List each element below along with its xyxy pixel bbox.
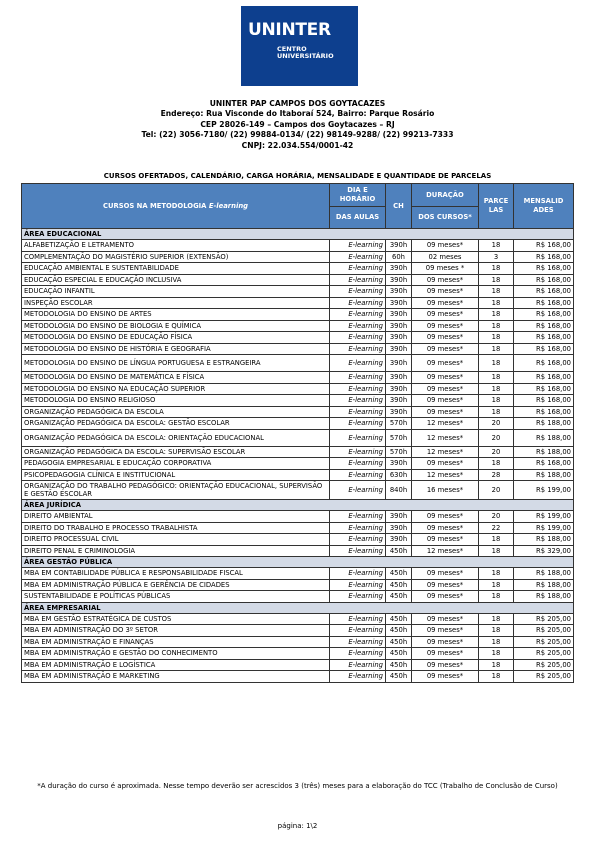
table-row bbox=[22, 458, 574, 470]
course-name: METODOLOGIA DO ENSINO DE ARTES bbox=[22, 309, 330, 321]
course-hours: 390h bbox=[386, 511, 412, 523]
course-fee: R$ 168,00 bbox=[514, 297, 574, 309]
table-row bbox=[22, 522, 574, 534]
course-name: DIREITO AMBIENTAL bbox=[22, 511, 330, 523]
course-method: E-learning bbox=[330, 522, 386, 534]
table-row bbox=[22, 511, 574, 523]
course-duration: 09 meses* bbox=[412, 458, 479, 470]
course-hours: 450h bbox=[386, 545, 412, 557]
course-method: E-learning bbox=[330, 240, 386, 252]
table-row bbox=[22, 481, 574, 500]
section-title: ÁREA GESTÃO PÚBLICA bbox=[22, 557, 574, 568]
course-installments: 18 bbox=[479, 286, 514, 298]
course-installments: 3 bbox=[479, 251, 514, 263]
course-duration: 09 meses* bbox=[412, 613, 479, 625]
table-row bbox=[22, 625, 574, 637]
course-fee: R$ 205,00 bbox=[514, 659, 574, 671]
course-installments: 18 bbox=[479, 648, 514, 660]
course-method: E-learning bbox=[330, 545, 386, 557]
table-row bbox=[22, 648, 574, 660]
course-installments: 20 bbox=[479, 418, 514, 430]
course-method: E-learning bbox=[330, 406, 386, 418]
course-name: ORGANIZAÇÃO PEDAGÓGICA DA ESCOLA: GESTÃO ESCOLAR bbox=[22, 418, 330, 430]
course-installments: 18 bbox=[479, 274, 514, 286]
header-cursos-em: E-learning bbox=[208, 201, 249, 210]
course-fee: R$ 168,00 bbox=[514, 343, 574, 355]
course-installments: 18 bbox=[479, 343, 514, 355]
course-method: E-learning bbox=[330, 625, 386, 637]
course-fee: R$ 168,00 bbox=[514, 240, 574, 252]
course-fee: R$ 205,00 bbox=[514, 613, 574, 625]
course-method: E-learning bbox=[330, 579, 386, 591]
course-name: PSICOPEDAGOGIA CLÍNICA E INSTITUCIONAL bbox=[22, 469, 330, 481]
header-dia: DIA E HORÁRIO bbox=[330, 184, 386, 207]
course-duration: 09 meses* bbox=[412, 636, 479, 648]
course-duration: 12 meses* bbox=[412, 418, 479, 430]
table-row bbox=[22, 263, 574, 275]
courses-table bbox=[21, 183, 574, 683]
course-name: COMPLEMENTAÇÃO DO MAGISTÉRIO SUPERIOR (EXTENSÃO) bbox=[22, 251, 330, 263]
course-name: DIREITO PROCESSUAL CIVIL bbox=[22, 534, 330, 546]
header-ch: CH bbox=[386, 184, 412, 229]
course-installments: 18 bbox=[479, 240, 514, 252]
course-hours: 450h bbox=[386, 659, 412, 671]
table-row bbox=[22, 613, 574, 625]
table-row bbox=[22, 568, 574, 580]
course-duration: 09 meses* bbox=[412, 625, 479, 637]
course-hours: 390h bbox=[386, 458, 412, 470]
table-body bbox=[22, 229, 574, 683]
institution-cep: CEP 28026-149 – Campos dos Goytacazes – RJ bbox=[200, 119, 395, 129]
course-method: E-learning bbox=[330, 481, 386, 500]
table-row bbox=[22, 395, 574, 407]
course-installments: 18 bbox=[479, 263, 514, 275]
course-installments: 18 bbox=[479, 309, 514, 321]
page-number: página: 1\2 bbox=[277, 822, 318, 830]
table-row bbox=[22, 534, 574, 546]
course-name: MBA EM ADMINISTRAÇÃO DO 3º SETOR bbox=[22, 625, 330, 637]
course-duration: 09 meses* bbox=[412, 648, 479, 660]
course-hours: 390h bbox=[386, 263, 412, 275]
course-duration: 09 meses* bbox=[412, 395, 479, 407]
course-method: E-learning bbox=[330, 332, 386, 344]
course-fee: R$ 199,00 bbox=[514, 481, 574, 500]
course-duration: 09 meses* bbox=[412, 332, 479, 344]
course-installments: 28 bbox=[479, 469, 514, 481]
course-fee: R$ 168,00 bbox=[514, 251, 574, 263]
course-installments: 18 bbox=[479, 383, 514, 395]
footnote: *A duração do curso é aproximada. Nesse tempo deverão ser acrescidos 3 (três) meses para a elaboração do TCC (Trabalho de Conclusão de Curso) bbox=[37, 782, 558, 790]
course-name: METODOLOGIA DO ENSINO DE EDUCAÇÃO FÍSICA bbox=[22, 332, 330, 344]
course-duration: 09 meses * bbox=[412, 263, 479, 275]
course-duration: 09 meses* bbox=[412, 343, 479, 355]
course-method: E-learning bbox=[330, 343, 386, 355]
table-header-row bbox=[22, 184, 574, 207]
section-title: ÁREA EMPRESARIAL bbox=[22, 602, 574, 613]
table-row bbox=[22, 251, 574, 263]
course-installments: 18 bbox=[479, 613, 514, 625]
table-row bbox=[22, 591, 574, 603]
course-installments: 18 bbox=[479, 332, 514, 344]
course-method: E-learning bbox=[330, 613, 386, 625]
course-duration: 09 meses* bbox=[412, 355, 479, 372]
course-fee: R$ 168,00 bbox=[514, 309, 574, 321]
course-method: E-learning bbox=[330, 429, 386, 446]
course-fee: R$ 168,00 bbox=[514, 406, 574, 418]
header-mensalidades: MENSALID ADES bbox=[514, 184, 574, 229]
course-name: ORGANIZAÇÃO PEDAGÓGICA DA ESCOLA bbox=[22, 406, 330, 418]
table-row bbox=[22, 418, 574, 430]
course-hours: 390h bbox=[386, 522, 412, 534]
course-method: E-learning bbox=[330, 568, 386, 580]
table-row bbox=[22, 383, 574, 395]
course-name: METODOLOGIA DO ENSINO DE LÍNGUA PORTUGUESA E ESTRANGEIRA bbox=[22, 355, 330, 372]
section-row bbox=[22, 602, 574, 613]
course-fee: R$ 168,00 bbox=[514, 332, 574, 344]
course-hours: 450h bbox=[386, 613, 412, 625]
course-duration: 09 meses* bbox=[412, 320, 479, 332]
course-fee: R$ 188,00 bbox=[514, 579, 574, 591]
course-fee: R$ 168,00 bbox=[514, 458, 574, 470]
course-method: E-learning bbox=[330, 372, 386, 384]
table-row bbox=[22, 274, 574, 286]
course-fee: R$ 168,00 bbox=[514, 383, 574, 395]
course-hours: 630h bbox=[386, 469, 412, 481]
course-name: DIREITO PENAL E CRIMINOLOGIA bbox=[22, 545, 330, 557]
course-name: ORGANIZAÇÃO PEDAGÓGICA DA ESCOLA: ORIENTAÇÃO EDUCACIONAL bbox=[22, 429, 330, 446]
course-fee: R$ 329,00 bbox=[514, 545, 574, 557]
logo-subtitle bbox=[277, 46, 334, 60]
course-method: E-learning bbox=[330, 446, 386, 458]
course-name: PEDAGOGIA EMPRESARIAL E EDUCAÇÃO CORPORATIVA bbox=[22, 458, 330, 470]
course-hours: 450h bbox=[386, 636, 412, 648]
course-fee: R$ 188,00 bbox=[514, 429, 574, 446]
table-row bbox=[22, 636, 574, 648]
course-fee: R$ 199,00 bbox=[514, 511, 574, 523]
course-name: MBA EM ADMINISTRAÇÃO E LOGÍSTICA bbox=[22, 659, 330, 671]
course-method: E-learning bbox=[330, 418, 386, 430]
course-fee: R$ 168,00 bbox=[514, 286, 574, 298]
course-method: E-learning bbox=[330, 297, 386, 309]
course-name: MBA EM ADMINISTRAÇÃO PÚBLICA E GERÊNCIA DE CIDADES bbox=[22, 579, 330, 591]
course-duration: 09 meses* bbox=[412, 568, 479, 580]
course-installments: 20 bbox=[479, 429, 514, 446]
course-method: E-learning bbox=[330, 320, 386, 332]
course-hours: 390h bbox=[386, 320, 412, 332]
course-hours: 390h bbox=[386, 406, 412, 418]
course-duration: 09 meses* bbox=[412, 511, 479, 523]
section-title: ÁREA JURÍDICA bbox=[22, 500, 574, 511]
logo-line1: CENTRO bbox=[277, 45, 307, 53]
course-duration: 12 meses* bbox=[412, 446, 479, 458]
course-installments: 18 bbox=[479, 591, 514, 603]
course-name: MBA EM GESTÃO ESTRATÉGICA DE CUSTOS bbox=[22, 613, 330, 625]
course-name: EDUCAÇÃO AMBIENTAL E SUSTENTABILIDADE bbox=[22, 263, 330, 275]
header-cursos bbox=[22, 184, 330, 229]
course-hours: 450h bbox=[386, 625, 412, 637]
header-parcelas: PARCE LAS bbox=[479, 184, 514, 229]
course-method: E-learning bbox=[330, 383, 386, 395]
course-fee: R$ 188,00 bbox=[514, 418, 574, 430]
course-method: E-learning bbox=[330, 274, 386, 286]
course-duration: 09 meses* bbox=[412, 671, 479, 683]
course-name: EDUCAÇÃO ESPECIAL E EDUCAÇÃO INCLUSIVA bbox=[22, 274, 330, 286]
course-fee: R$ 188,00 bbox=[514, 469, 574, 481]
course-installments: 18 bbox=[479, 625, 514, 637]
course-duration: 09 meses* bbox=[412, 286, 479, 298]
course-duration: 09 meses* bbox=[412, 309, 479, 321]
table-caption: CURSOS OFERTADOS, CALENDÁRIO, CARGA HORÁRIA, MENSALIDADE E QUANTIDADE DE PARCELAS bbox=[103, 172, 492, 180]
course-duration: 09 meses* bbox=[412, 591, 479, 603]
course-fee: R$ 168,00 bbox=[514, 395, 574, 407]
course-fee: R$ 168,00 bbox=[514, 372, 574, 384]
course-duration: 09 meses* bbox=[412, 659, 479, 671]
course-name: ORGANIZAÇÃO PEDAGÓGICA DA ESCOLA: SUPERVISÃO ESCOLAR bbox=[22, 446, 330, 458]
course-fee: R$ 188,00 bbox=[514, 446, 574, 458]
course-method: E-learning bbox=[330, 648, 386, 660]
course-method: E-learning bbox=[330, 251, 386, 263]
course-duration: 09 meses* bbox=[412, 240, 479, 252]
course-installments: 18 bbox=[479, 372, 514, 384]
course-name: METODOLOGIA DO ENSINO DE HISTÓRIA E GEOGRAFIA bbox=[22, 343, 330, 355]
table-row bbox=[22, 343, 574, 355]
course-method: E-learning bbox=[330, 458, 386, 470]
course-duration: 09 meses* bbox=[412, 522, 479, 534]
header-duracao: DURAÇÃO bbox=[412, 184, 479, 207]
header-cursos-text: CURSOS NA METODOLOGIA bbox=[102, 201, 209, 210]
course-method: E-learning bbox=[330, 671, 386, 683]
course-method: E-learning bbox=[330, 636, 386, 648]
table-row bbox=[22, 240, 574, 252]
table-row bbox=[22, 671, 574, 683]
course-installments: 18 bbox=[479, 671, 514, 683]
course-name: EDUCAÇÃO INFANTIL bbox=[22, 286, 330, 298]
course-installments: 18 bbox=[479, 579, 514, 591]
course-installments: 18 bbox=[479, 534, 514, 546]
course-duration: 09 meses* bbox=[412, 534, 479, 546]
course-method: E-learning bbox=[330, 395, 386, 407]
course-installments: 18 bbox=[479, 458, 514, 470]
course-installments: 18 bbox=[479, 320, 514, 332]
course-installments: 20 bbox=[479, 446, 514, 458]
course-duration: 16 meses* bbox=[412, 481, 479, 500]
course-hours: 390h bbox=[386, 297, 412, 309]
section-title: ÁREA EDUCACIONAL bbox=[22, 229, 574, 240]
uninter-logo bbox=[241, 6, 358, 86]
course-hours: 570h bbox=[386, 418, 412, 430]
course-duration: 09 meses* bbox=[412, 383, 479, 395]
course-name: METODOLOGIA DO ENSINO RELIGIOSO bbox=[22, 395, 330, 407]
table-row bbox=[22, 469, 574, 481]
course-hours: 840h bbox=[386, 481, 412, 500]
course-name: MBA EM ADMINISTRAÇÃO E MARKETING bbox=[22, 671, 330, 683]
logo-brand: UNINTER bbox=[248, 20, 331, 40]
course-name: ORGANIZAÇÃO DO TRABALHO PEDAGÓGICO: ORIENTAÇÃO EDUCACIONAL, SUPERVISÃO E GESTÃO ESCOLAR bbox=[22, 481, 330, 500]
course-fee: R$ 205,00 bbox=[514, 648, 574, 660]
logo-line2: UNIVERSITÁRIO bbox=[277, 52, 334, 60]
course-installments: 18 bbox=[479, 568, 514, 580]
course-fee: R$ 188,00 bbox=[514, 568, 574, 580]
course-duration: 12 meses* bbox=[412, 429, 479, 446]
course-hours: 390h bbox=[386, 286, 412, 298]
table-row bbox=[22, 355, 574, 372]
course-duration: 09 meses* bbox=[412, 406, 479, 418]
table-row bbox=[22, 406, 574, 418]
section-row bbox=[22, 500, 574, 511]
table-row bbox=[22, 545, 574, 557]
course-fee: R$ 168,00 bbox=[514, 263, 574, 275]
course-fee: R$ 188,00 bbox=[514, 591, 574, 603]
course-installments: 18 bbox=[479, 636, 514, 648]
table-row bbox=[22, 372, 574, 384]
course-hours: 450h bbox=[386, 568, 412, 580]
table-row bbox=[22, 286, 574, 298]
course-hours: 390h bbox=[386, 383, 412, 395]
table-row bbox=[22, 332, 574, 344]
course-duration: 12 meses* bbox=[412, 469, 479, 481]
course-name: METODOLOGIA DO ENSINO NA EDUCAÇÃO SUPERIOR bbox=[22, 383, 330, 395]
course-duration: 09 meses* bbox=[412, 297, 479, 309]
course-hours: 390h bbox=[386, 355, 412, 372]
section-row bbox=[22, 229, 574, 240]
course-installments: 18 bbox=[479, 545, 514, 557]
course-fee: R$ 168,00 bbox=[514, 320, 574, 332]
course-duration: 09 meses* bbox=[412, 372, 479, 384]
course-fee: R$ 205,00 bbox=[514, 625, 574, 637]
institution-name: UNINTER PAP CAMPOS DOS GOYTACAZES bbox=[209, 99, 386, 108]
course-installments: 18 bbox=[479, 406, 514, 418]
institution-address: Endereço: Rua Visconde do Itaboraí 524, Bairro: Parque Rosário bbox=[160, 109, 435, 119]
course-method: E-learning bbox=[330, 534, 386, 546]
course-hours: 570h bbox=[386, 429, 412, 446]
course-duration: 02 meses bbox=[412, 251, 479, 263]
course-fee: R$ 205,00 bbox=[514, 671, 574, 683]
header-dos-cursos: DOS CURSOS* bbox=[412, 207, 479, 229]
course-duration: 09 meses* bbox=[412, 579, 479, 591]
course-hours: 390h bbox=[386, 372, 412, 384]
course-hours: 450h bbox=[386, 671, 412, 683]
course-method: E-learning bbox=[330, 286, 386, 298]
section-row bbox=[22, 557, 574, 568]
course-hours: 450h bbox=[386, 591, 412, 603]
course-hours: 450h bbox=[386, 579, 412, 591]
header-das-aulas: DAS AULAS bbox=[330, 207, 386, 229]
course-hours: 390h bbox=[386, 534, 412, 546]
table-row bbox=[22, 446, 574, 458]
course-fee: R$ 168,00 bbox=[514, 274, 574, 286]
course-installments: 18 bbox=[479, 659, 514, 671]
course-name: MBA EM CONTABILIDADE PÚBLICA E RESPONSABILIDADE FISCAL bbox=[22, 568, 330, 580]
course-installments: 18 bbox=[479, 297, 514, 309]
course-duration: 09 meses* bbox=[412, 274, 479, 286]
course-fee: R$ 168,00 bbox=[514, 355, 574, 372]
institution-header bbox=[0, 99, 595, 151]
course-fee: R$ 199,00 bbox=[514, 522, 574, 534]
table-row bbox=[22, 579, 574, 591]
table-row bbox=[22, 309, 574, 321]
course-name: INSPEÇÃO ESCOLAR bbox=[22, 297, 330, 309]
course-name: METODOLOGIA DO ENSINO DE MATEMÁTICA E FÍSICA bbox=[22, 372, 330, 384]
course-installments: 18 bbox=[479, 355, 514, 372]
table-row bbox=[22, 659, 574, 671]
course-name: MBA EM ADMINISTRAÇÃO E FINANÇAS bbox=[22, 636, 330, 648]
course-hours: 390h bbox=[386, 332, 412, 344]
course-name: METODOLOGIA DO ENSINO DE BIOLOGIA E QUÍMICA bbox=[22, 320, 330, 332]
course-method: E-learning bbox=[330, 355, 386, 372]
course-name: SUSTENTABILIDADE E POLÍTICAS PÚBLICAS bbox=[22, 591, 330, 603]
course-method: E-learning bbox=[330, 659, 386, 671]
course-duration: 12 meses* bbox=[412, 545, 479, 557]
course-hours: 60h bbox=[386, 251, 412, 263]
table-row bbox=[22, 297, 574, 309]
course-hours: 390h bbox=[386, 309, 412, 321]
course-method: E-learning bbox=[330, 591, 386, 603]
course-name: MBA EM ADMINISTRAÇÃO E GESTÃO DO CONHECIMENTO bbox=[22, 648, 330, 660]
course-installments: 20 bbox=[479, 511, 514, 523]
course-hours: 390h bbox=[386, 343, 412, 355]
institution-phones: Tel: (22) 3056-7180/ (22) 99884-0134/ (22) 98149-9288/ (22) 99213-7333 bbox=[141, 130, 454, 140]
course-hours: 570h bbox=[386, 446, 412, 458]
course-hours: 390h bbox=[386, 395, 412, 407]
course-fee: R$ 188,00 bbox=[514, 534, 574, 546]
course-fee: R$ 205,00 bbox=[514, 636, 574, 648]
course-method: E-learning bbox=[330, 511, 386, 523]
course-method: E-learning bbox=[330, 263, 386, 275]
course-method: E-learning bbox=[330, 309, 386, 321]
course-hours: 390h bbox=[386, 274, 412, 286]
course-name: DIREITO DO TRABALHO E PROCESSO TRABALHISTA bbox=[22, 522, 330, 534]
table-row bbox=[22, 320, 574, 332]
table-row bbox=[22, 429, 574, 446]
course-installments: 18 bbox=[479, 395, 514, 407]
course-installments: 20 bbox=[479, 481, 514, 500]
institution-cnpj: CNPJ: 22.034.554/0001-42 bbox=[241, 140, 354, 150]
course-installments: 22 bbox=[479, 522, 514, 534]
course-hours: 450h bbox=[386, 648, 412, 660]
course-method: E-learning bbox=[330, 469, 386, 481]
course-name: ALFABETIZAÇÃO E LETRAMENTO bbox=[22, 240, 330, 252]
course-hours: 390h bbox=[386, 240, 412, 252]
